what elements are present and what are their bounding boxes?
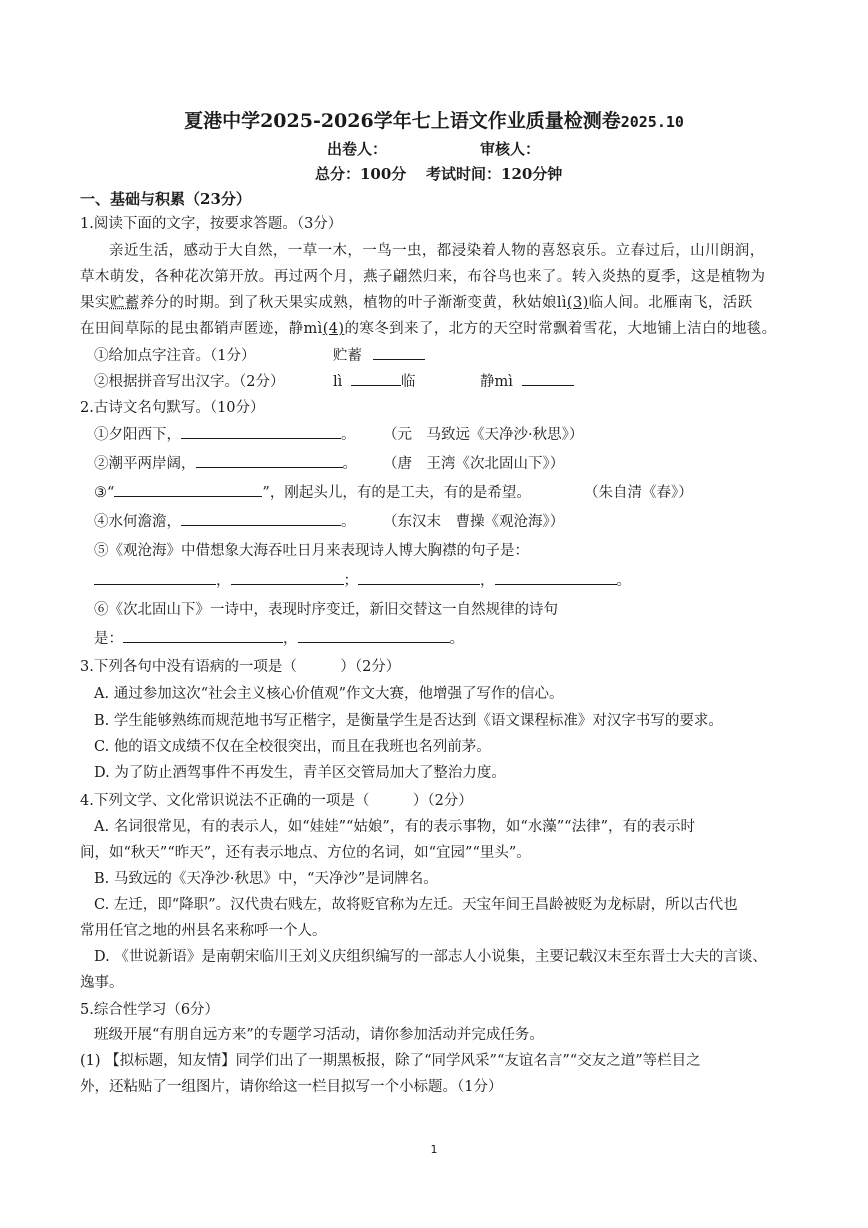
q4-option[interactable]: C. 左迁，即“降职”。汉代贵右贱左，故将贬官称为左迁。天宝年间王昌龄被贬为龙标尉，所以古代也 xyxy=(94,897,738,913)
q2-line-2 xyxy=(94,452,357,473)
word: 临 xyxy=(400,374,416,390)
q4-option[interactable]: A. 名词很常见，有的表示人，如“娃娃”“姑娘”，有的表示事物，如“水藻”“法律”，有的表示时 xyxy=(94,819,695,835)
answer-blank[interactable] xyxy=(351,371,401,386)
q1-sub1-label: ①给加点字注音。（1分） xyxy=(94,348,256,364)
verse-text: 。 xyxy=(341,427,356,443)
punct: ， xyxy=(283,631,298,647)
answer-blank[interactable] xyxy=(196,453,343,468)
question-3-stem: 3.下列各句中没有语病的一项是（ ）（2分） xyxy=(80,659,401,675)
q1-passage-line xyxy=(80,291,753,312)
verse-text: ④水何澹澹， xyxy=(94,514,181,530)
word: 贮蓄 xyxy=(333,348,362,364)
passage-text: 果实 xyxy=(80,295,110,311)
q3-option[interactable]: C. 他的语文成绩不仅在全校很突出，而且在我班也名列前茅。 xyxy=(94,739,491,755)
q2-line-6: ⑥《次北固山下》一诗中，表现时序变迁，新旧交替这一自然规律的诗句 xyxy=(94,602,558,618)
pinyin: lì xyxy=(333,374,343,390)
q2-source-3: （朱自清《春》） xyxy=(584,485,693,501)
answer-blank[interactable] xyxy=(522,371,574,386)
exam-time: 考试时间：120分钟 xyxy=(426,165,563,183)
q1-sub2-item-a xyxy=(333,370,415,391)
q2-line-4 xyxy=(94,510,356,531)
verse-text: 。 xyxy=(341,514,356,530)
q2-line-5-blanks xyxy=(94,569,631,590)
q2-line-3 xyxy=(94,481,531,502)
q4-option[interactable]: D. 《世说新语》是南朝宋临川王刘义庆组织编写的一部志人小说集，主要记载汉末至东晋士大夫的言谈、 xyxy=(94,949,767,965)
q4-option-cont: 常用任官之地的州县名来称呼一个人。 xyxy=(80,923,327,939)
answer-blank[interactable] xyxy=(231,570,344,585)
page-title xyxy=(0,106,868,133)
blank-3[interactable]: (3) xyxy=(566,295,589,311)
q1-sub2-label: ②根据拼音写出汉字。（2分） xyxy=(94,374,285,390)
verse-text: ①夕阳西下， xyxy=(94,427,181,443)
q3-option[interactable]: D. 为了防止酒驾事件不再发生，青羊区交管局加大了整治力度。 xyxy=(94,765,506,781)
q1-sub1-item xyxy=(333,344,425,365)
passage-text: 养分的时期。到了秋天果实成熟，植物的叶子渐渐变黄，秋姑娘lì xyxy=(139,295,567,311)
question-5-stem: 5.综合性学习（6分） xyxy=(80,1002,220,1018)
punct: ， xyxy=(480,573,495,589)
q4-option-cont: 间，如“秋天”“昨天”，还有表示地点、方位的名词，如“宜园”“里头”。 xyxy=(80,845,531,861)
punct: ； xyxy=(343,573,358,589)
answer-blank[interactable] xyxy=(373,345,425,360)
verse-text: 。 xyxy=(342,456,357,472)
verse-text: ②潮平两岸阔， xyxy=(94,456,196,472)
answer-blank[interactable] xyxy=(358,570,480,585)
pinyin: 静mì xyxy=(480,374,513,390)
q2-source-4: （东汉末 曹操《观沧海》） xyxy=(383,514,565,530)
title-date: 2025.10 xyxy=(620,113,684,131)
punct: 。 xyxy=(616,573,631,589)
q2-line-5: ⑤《观沧海》中借想象大海吞吐日月来表现诗人博大胸襟的句子是： xyxy=(94,543,529,559)
q2-line-6-blanks xyxy=(94,627,464,648)
question-4-stem: 4.下列文学、文化常识说法不正确的一项是（ ）（2分） xyxy=(80,793,473,809)
q2-source-1: （元 马致远《天净沙·秋思》） xyxy=(383,427,584,443)
title-text: 夏港中学2025-2026学年七上语文作业质量检测卷 xyxy=(184,110,621,132)
answer-blank[interactable] xyxy=(181,511,341,526)
verse-text: ③“ xyxy=(94,485,115,501)
punct: 。 xyxy=(449,631,464,647)
verse-text: 是： xyxy=(94,631,123,647)
question-2-stem: 2.古诗文名句默写。（10分） xyxy=(80,400,265,416)
question-1-stem: 1.阅读下面的文字，按要求答题。（3分） xyxy=(80,216,343,232)
answer-blank[interactable] xyxy=(181,424,341,439)
q1-sub2-item-b xyxy=(480,370,574,391)
answer-blank[interactable] xyxy=(495,570,617,585)
q5-intro: 班级开展“有朋自远方来”的专题学习活动，请你参加活动并完成任务。 xyxy=(94,1027,544,1043)
passage-text: 临人间。北雁南飞，活跃 xyxy=(588,295,753,311)
q4-option-cont: 逸事。 xyxy=(80,975,124,991)
q2-line-1 xyxy=(94,423,356,444)
passage-text: 的寒冬到来了，北方的天空时常飘着雪花，大地铺上洁白的地毯。 xyxy=(344,321,777,337)
reviewer-label: 审核人： xyxy=(480,140,541,158)
section-heading: 一、基础与积累（23分） xyxy=(80,190,251,208)
q5-task-1-cont: 外，还粘贴了一组图片，请你给这一栏目拟写一个小标题。（1分） xyxy=(80,1079,503,1095)
answer-blank[interactable] xyxy=(94,570,216,585)
total-score: 总分：100分 xyxy=(315,165,407,183)
answer-blank[interactable] xyxy=(123,628,283,643)
passage-text: 在田间草际的昆虫都销声匿迹，静mì xyxy=(80,321,323,337)
q1-passage-line: 草木萌发，各种花次第开放。再过两个月，燕子翩然归来，布谷鸟也来了。转入炎热的夏季，这是植物为 xyxy=(80,269,766,285)
dotted-word: 贮蓄 xyxy=(109,295,140,311)
q2-source-2: （唐 王湾《次北固山下》） xyxy=(383,456,565,472)
answer-blank[interactable] xyxy=(298,628,450,643)
verse-text: ”，刚起头儿，有的是工夫，有的是希望。 xyxy=(262,485,531,501)
page-number: 1 xyxy=(430,1143,438,1156)
q4-option[interactable]: B. 马致远的《天净沙·秋思》中，“天净沙”是词牌名。 xyxy=(94,871,438,887)
q5-task-1: (1) 【拟标题，知友情】同学们出了一期黑板报，除了“同学风采”“友谊名言”“交友之道”等栏目之 xyxy=(80,1053,701,1069)
q1-passage-line: 亲近生活，感动于大自然，一草一木，一鸟一虫，都浸染着人物的喜怒哀乐。立春过后，山川朗润， xyxy=(109,243,765,259)
q3-option[interactable]: B. 学生能够熟练而规范地书写正楷字，是衡量学生是否达到《语文课程标准》对汉字书写的要求。 xyxy=(94,713,723,729)
answer-blank[interactable] xyxy=(114,482,262,497)
blank-4[interactable]: (4) xyxy=(322,321,345,337)
q3-option[interactable]: A. 通过参加这次“社会主义核心价值观”作文大赛，他增强了写作的信心。 xyxy=(94,686,564,702)
punct: ， xyxy=(216,573,231,589)
setter-label: 出卷人： xyxy=(327,140,388,158)
q1-passage-line xyxy=(80,317,777,338)
